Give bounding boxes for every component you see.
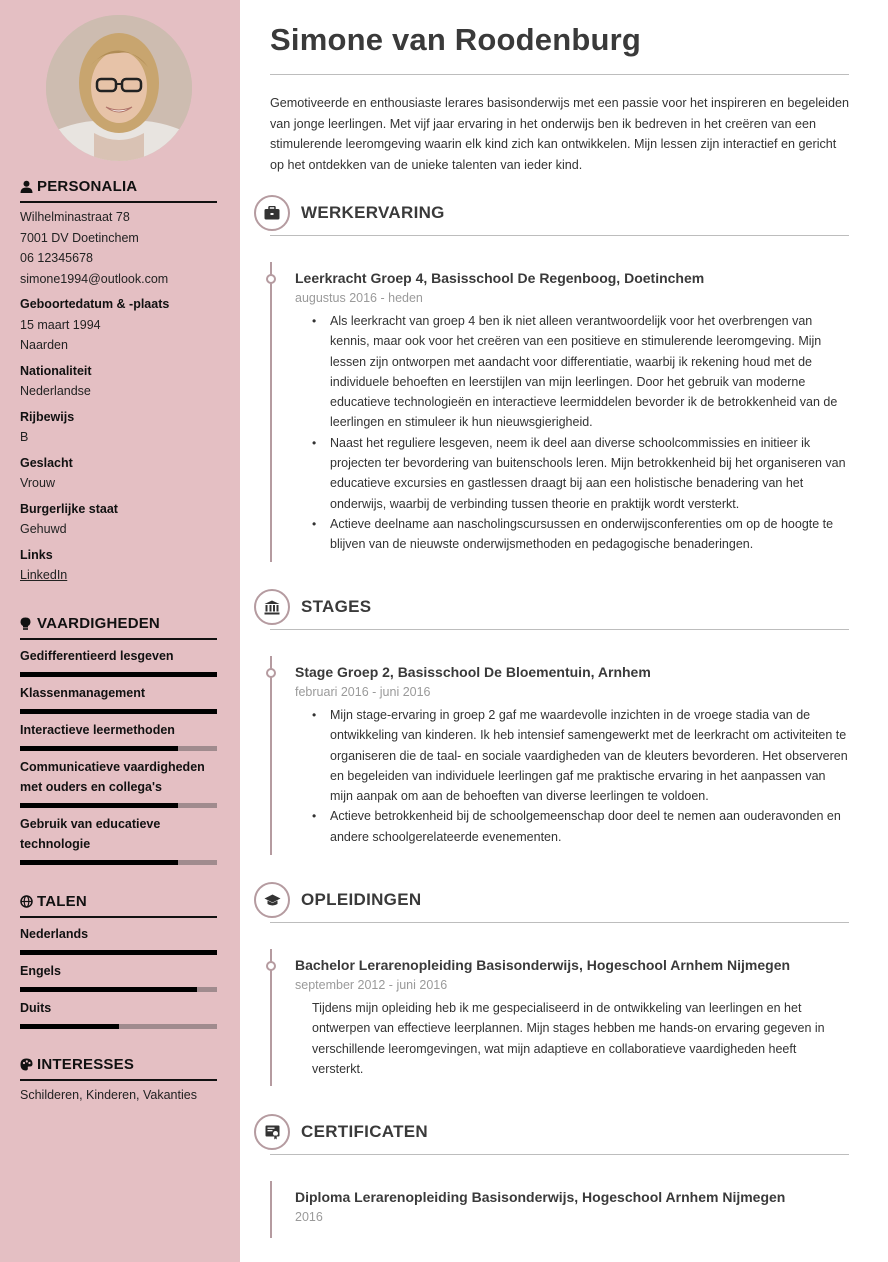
timeline-dot — [266, 961, 276, 971]
linkedin-link[interactable]: LinkedIn — [20, 568, 68, 582]
education-entry — [270, 949, 849, 1086]
interests-heading: INTERESSES — [20, 1056, 217, 1081]
license-label: Rijbewijs — [20, 409, 75, 424]
section-divider — [270, 235, 849, 236]
languages-section — [20, 893, 217, 1029]
lightbulb-icon — [20, 617, 33, 630]
skill-level-bar — [20, 672, 217, 677]
stages-section-header — [254, 589, 849, 629]
person-icon — [20, 180, 33, 193]
nationality-label: Nationaliteit — [20, 363, 92, 378]
timeline-dot — [266, 274, 276, 284]
palette-icon — [20, 1058, 33, 1071]
marital-status: Gehuwd — [20, 522, 67, 536]
timeline-line — [270, 262, 272, 562]
marital-label: Burgerlijke staat — [20, 501, 118, 516]
gender-label: Geslacht — [20, 455, 73, 470]
timeline-line — [270, 656, 272, 855]
entry-date: augustus 2016 - heden — [295, 291, 423, 305]
work-heading: WERKERVARING — [301, 203, 445, 222]
list-item: • Als leerkracht van groep 4 ben ik niet alleen verantwoordelijk voor het overbrengen van kennis, maar ook voor het creëren van een positieve en stimulerende leeromgeving. Mijn lessen zijn ontworpen met aandacht voor differentiatie, waarbij ik rekening houd met de individuele behoeften en leerstijlen van mijn leerlingen. Door het gebruik van moderne educatieve technologieën en interactieve leermiddelen bevorder ik de betrokkenheid van de leerlingen en stimuleer ik hun nieuwsgierigheid. — [312, 311, 849, 433]
timeline-dot — [266, 668, 276, 678]
language-level-bar — [20, 1024, 217, 1029]
certificates-heading: CERTIFICATEN — [301, 1122, 428, 1141]
entry-date: september 2012 - juni 2016 — [295, 978, 448, 992]
candidate-name: Simone van Roodenburg — [270, 22, 642, 57]
nationality: Nederlandse — [20, 384, 91, 398]
name-divider — [270, 74, 849, 75]
profile-photo — [46, 15, 192, 161]
links-label: Links — [20, 547, 53, 562]
building-columns-icon — [254, 589, 290, 625]
entry-bullets — [312, 311, 849, 555]
address-line-2: 7001 DV Doetinchem — [20, 230, 139, 245]
entry-title: Bachelor Lerarenopleiding Basisonderwijs, Hogeschool Arnhem Nijmegen — [295, 957, 791, 973]
briefcase-icon — [254, 195, 290, 231]
entry-date: februari 2016 - juni 2016 — [295, 685, 431, 699]
profile-summary: Gemotiveerde en enthousiaste lerares basisonderwijs met een passie voor het inspireren en begeleiden van jonge leerlingen. Met vijf jaar ervaring in het onderwijs ben ik bedreven in het creëren van een stimulerende leeromgeving waarin elk kind zich kan ontwikkelen. Mijn lessen zijn interactief en gericht op het ontdekken van de unieke talenten van ieder kind. — [270, 96, 849, 172]
skill-level-bar — [20, 803, 217, 808]
personalia-heading: PERSONALIA — [20, 178, 217, 203]
graduation-cap-icon — [254, 882, 290, 918]
certificate-entry — [270, 1181, 849, 1238]
skills-heading: VAARDIGHEDEN — [20, 615, 217, 640]
language-item: Engels — [20, 955, 217, 992]
skill-level-bar — [20, 860, 217, 865]
license: B — [20, 430, 29, 444]
section-divider — [270, 922, 849, 923]
list-item: • Actieve betrokkenheid bij de schoolgemeenschap door deel te nemen aan ouderavonden en andere schoolgerelateerde evenementen. — [312, 806, 849, 847]
list-item: • Actieve deelname aan nascholingscursussen en onderwijsconferenties om op de hoogte te blijven van de nieuwste onderwijsmethoden en pedagogische benaderingen. — [312, 514, 849, 555]
work-entry — [270, 262, 849, 562]
phone: 06 12345678 — [20, 251, 93, 265]
entry-title: Stage Groep 2, Basisschool De Bloementuin, Arnhem — [295, 664, 651, 680]
section-divider — [270, 629, 849, 630]
skill-item: Gebruik van educatieve technologie — [20, 808, 217, 865]
certificate-icon — [254, 1114, 290, 1150]
skill-item: Interactieve leermethoden — [20, 714, 217, 751]
language-item: Duits — [20, 992, 217, 1029]
entry-title: Diploma Lerarenopleiding Basisonderwijs, Hogeschool Arnhem Nijmegen — [295, 1189, 786, 1205]
birth-date: 15 maart 1994 — [20, 317, 101, 332]
languages-heading: TALEN — [20, 893, 217, 918]
entry-bullets — [312, 705, 849, 847]
education-section-header — [254, 882, 849, 922]
birth-place: Naarden — [20, 338, 68, 352]
timeline-line — [270, 1181, 272, 1238]
address-line-1: Wilhelminastraat 78 — [20, 210, 130, 224]
list-item: • Mijn stage-ervaring in groep 2 gaf me waardevolle inzichten in de vroege stadia van de ontwikkeling van kinderen. Ik heb intensief samengewerkt met de leerkracht om activiteiten te organiseren die de taal- en sociale vaardigheden van de kleuters bevorderen. Het observeren en begeleiden van individuele leerlingen gaf me praktische ervaring in het aanpassen van mijn aanpak om aan de behoeften van diverse leerlingen te voldoen. — [312, 705, 849, 806]
entry-description: Tijdens mijn opleiding heb ik me gespecialiseerd in de ontwikkeling van leerlingen en het ontwerpen van effectieve leerplannen. Mijn stages hebben me hands-on ervaring gegeven in verschillende leeromgevingen, wat mijn adaptieve en collaboratieve vaardigheden heeft versterkt. — [312, 1001, 825, 1076]
language-level-bar — [20, 987, 217, 992]
skill-item: Klassenmanagement — [20, 677, 217, 714]
skill-level-bar — [20, 746, 217, 751]
entry-date: 2016 — [295, 1210, 323, 1224]
stage-entry — [270, 656, 849, 855]
skill-level-bar — [20, 709, 217, 714]
birth-label: Geboortedatum & -plaats — [20, 297, 170, 311]
skills-section — [20, 615, 217, 865]
list-item: • Naast het reguliere lesgeven, neem ik deel aan diverse schoolcommissies en initieer ik projecten ter bevordering van buitenschools leren. Mijn betrokkenheid bij het organiseren van educatieve excursies en gastlessen draagt bij aan een holistische benadering van het onderwijs, waarbij de verbinding tussen theorie en praktijk wordt versterkt. — [312, 433, 849, 514]
personalia-section — [20, 178, 217, 586]
section-divider — [270, 1154, 849, 1155]
email: simone1994@outlook.com — [20, 271, 169, 286]
interests-section — [20, 1056, 217, 1106]
gender: Vrouw — [20, 476, 55, 490]
language-level-bar — [20, 950, 217, 955]
globe-icon — [20, 895, 33, 908]
work-section-header — [254, 195, 849, 235]
skill-item: Communicatieve vaardigheden met ouders en collega's — [20, 751, 217, 808]
sidebar — [0, 0, 240, 1262]
certificates-section-header — [254, 1114, 849, 1154]
interests-text: Schilderen, Kinderen, Vakanties — [20, 1088, 197, 1102]
skill-item: Gedifferentieerd lesgeven — [20, 640, 217, 677]
language-item: Nederlands — [20, 918, 217, 955]
stages-heading: STAGES — [301, 597, 372, 616]
entry-title: Leerkracht Groep 4, Basisschool De Regenboog, Doetinchem — [295, 270, 705, 286]
education-heading: OPLEIDINGEN — [301, 890, 422, 909]
